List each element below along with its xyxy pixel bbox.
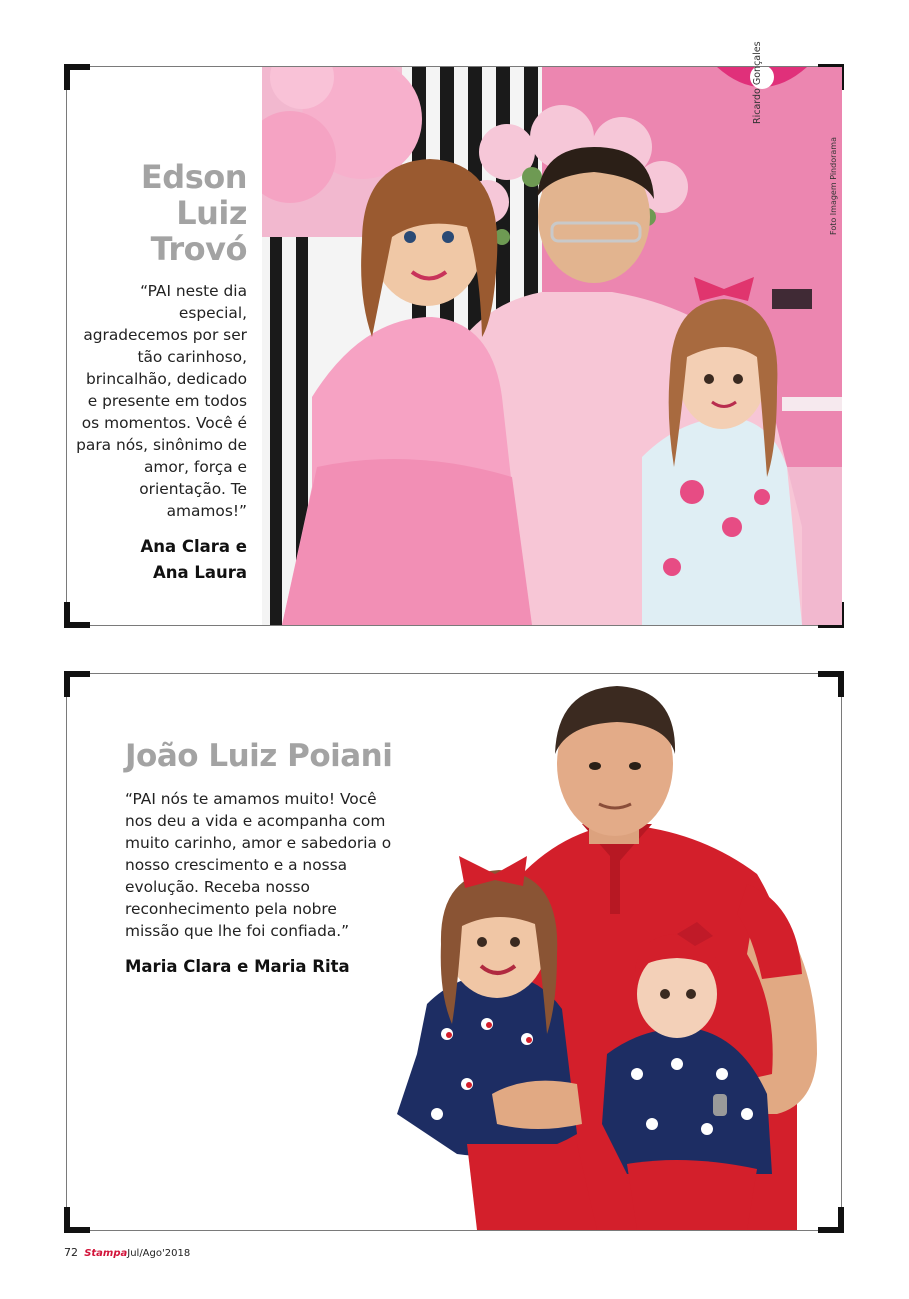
family-photo <box>262 67 842 625</box>
signature-line1: Ana Clara e <box>140 537 247 556</box>
tribute-text <box>125 738 395 980</box>
photo-credit: Ricardo Gonçales <box>752 41 763 124</box>
page-number: 72 <box>64 1246 78 1259</box>
father-name-line2: Luiz Trovó <box>150 194 247 268</box>
corner-mark <box>64 1207 90 1233</box>
tribute-card-edson <box>66 66 842 626</box>
signature <box>73 534 247 586</box>
tribute-card-joao <box>66 673 842 1231</box>
corner-mark <box>64 602 90 628</box>
signature: Maria Clara e Maria Rita <box>125 957 350 976</box>
tribute-quote: “PAI nós te amamos muito! Você nos deu a vida e acompanha com muito carinho, amor e sabedoria o nosso crescimento e a nossa evolução. Receba nosso reconhecimento pela nobre missão que lhe foi confiada.” <box>125 790 392 940</box>
father-name-line1: Edson <box>140 158 247 196</box>
page-footer <box>64 1246 190 1259</box>
signature-line2: Ana Laura <box>152 563 247 582</box>
father-name <box>73 159 247 267</box>
corner-mark <box>64 671 90 697</box>
tribute-quote: “PAI neste dia especial, agradecemos por ser tão carinhoso, brincalhão, dedicado e presente em todos os momentos. Você é para nós, sinônimo de amor, força e orientação. Te amamos!” <box>76 282 247 520</box>
photo-credit: Foto Imagem Pindorama <box>829 137 838 235</box>
father-name: João Luiz Poiani <box>125 738 393 774</box>
corner-mark <box>64 64 90 90</box>
tribute-text <box>73 159 247 586</box>
magazine-logo: Stampa <box>84 1248 128 1259</box>
issue-date: Jul/Ago'2018 <box>127 1248 191 1259</box>
family-photo <box>377 674 843 1230</box>
